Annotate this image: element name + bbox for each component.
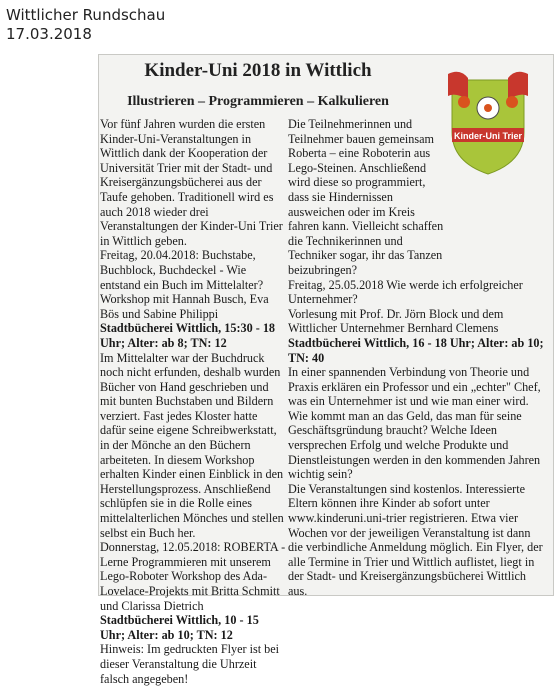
event3-text: In einer spannenden Verbindung von Theorie und Praxis erklären ein Professor und ein „echter" Chef, was ein Unternehmer ist und wie man einer wird. Wie kommt man an das Geld, das man für seine Geschäftsgründung braucht? Welche Ideen versprechen Erfolg und welche Produkte und Dienstleistungen werden in den kommenden Jahren wichtig sein? bbox=[288, 365, 541, 482]
event3-heading: Freitag, 25.05.2018 Wie werde ich erfolgreicher Unternehmer? bbox=[288, 277, 523, 307]
article-title: Kinder-Uni 2018 in Wittlich bbox=[144, 60, 372, 81]
event2-heading: Donnerstag, 12.05.2018: ROBERTA - Lerne Programmieren mit unserem Lego-Roboter Workshop des Ada-Lovelace-Projekts mit Britta Schmitt und Clarissa Dietrich bbox=[100, 540, 286, 613]
closing-text: Die Veranstaltungen sind kostenlos. Interessierte Eltern können ihre Kinder ab sofort unter www.kinderuni.uni-trier registrieren. Etwa vier Wochen vor der jeweiligen Veranstaltung ist dann die verbindliche Anmeldung möglich. Ein Flyer, der alle Termine in Trier und Wittlich auflistet, liegt in der Stadt- und Kreisergänzungsbücherei Wittlich aus. bbox=[288, 481, 543, 598]
hint-text: Hinweis: Im gedruckten Flyer ist bei dieser Veranstaltung die Uhrzeit falsch angegeben! bbox=[100, 642, 280, 686]
article-column-left bbox=[100, 117, 286, 686]
event3-lecture: Vorlesung mit Prof. Dr. Jörn Block und dem Wittlicher Unternehmer Bernhard Clemens bbox=[288, 306, 504, 336]
logo-label: Kinder-Uni Trier bbox=[453, 131, 523, 141]
event1-workshop: Workshop mit Hannah Busch, Eva Bös und Sabine Philippi bbox=[100, 292, 269, 321]
event1-text: Im Mittelalter war der Buchdruck noch nicht erfunden, deshalb wurden Bücher von Hand geschrieben und mit bunten Buchstaben und Bildern verziert. Fast jedes Kloster hatte dafür seine eigene Schreibwerkstatt, in der Mönche an den Büchern arbeiteten. In diesem Workshop erhalten Kinder einen Einblick in den Herstellungsprozess. Anschließend schlüpfen sie in die Rolle eines mittelalterlichen Mönches und stellen selbst ein Buch her. bbox=[100, 350, 284, 540]
event1-heading: Freitag, 20.04.2018: Buchstabe, Buchblock, Buchdeckel - Wie entstand ein Buch im Mittelalter? bbox=[100, 248, 264, 292]
event3-place: Stadtbücherei Wittlich, 16 - 18 Uhr; Alter: ab 10; TN: 40 bbox=[288, 335, 544, 365]
article-column-right bbox=[288, 117, 546, 599]
event2-text: Die Teilnehmerinnen und Teilnehmer bauen gemeinsam Roberta – eine Roboterin aus Lego-Steinen. Anschließend wird diese so programmiert, dass sie Hindernissen ausweichen oder im Kreis fahren kann. Vielleicht schaffen die Technikerinnen und Techniker sogar, ihr das Tanzen beizubringen? bbox=[288, 117, 444, 277]
article-subtitle: Illustrieren – Programmieren – Kalkulieren bbox=[127, 94, 389, 109]
event2-place: Stadtbücherei Wittlich, 10 - 15 Uhr; Alter: ab 10; TN: 12 bbox=[100, 613, 259, 642]
newspaper-header bbox=[6, 6, 165, 44]
publication-date: 17.03.2018 bbox=[6, 25, 92, 43]
publication-name: Wittlicher Rundschau bbox=[6, 6, 166, 24]
intro-paragraph: Vor fünf Jahren wurden die ersten Kinder-Uni-Veranstaltungen in Wittlich dank der Kooperation der Universität Trier mit der Stadt- und Kreisergänzungsbücherei aus der Taufe gehoben. Traditionell wird es auch 2018 wieder drei Veranstaltungen der Kinder-Uni Trier in Wittlich geben. bbox=[100, 117, 283, 248]
event1-place: Stadtbücherei Wittlich, 15:30 - 18 Uhr; Alter: ab 8; TN: 12 bbox=[100, 321, 276, 350]
